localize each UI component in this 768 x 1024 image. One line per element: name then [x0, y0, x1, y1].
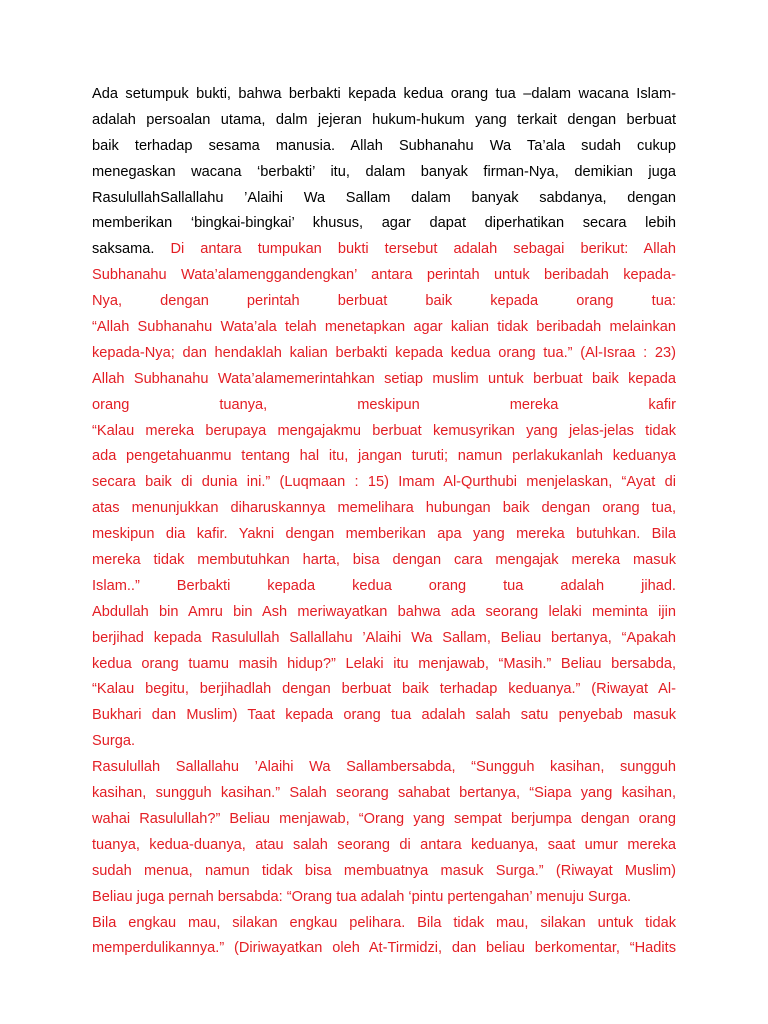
- body-text: saksama.: [92, 241, 171, 258]
- highlighted-text: kedua orang tuamu masih hidup?” Lelaki itu menjawab, “Masih.” Beliau bersabda,: [92, 655, 676, 672]
- highlighted-text: “Kalau mereka berupaya mengajakmu berbuat kemusyrikan yang jelas-jelas tidak: [92, 422, 676, 439]
- highlighted-text: berjihad kepada Rasulullah Sallallahu ’Alaihi Wa Sallam, Beliau bertanya, “Apakah: [92, 629, 676, 646]
- text-line: [92, 703, 676, 729]
- highlighted-text: mereka tidak membutuhkan harta, bisa dengan cara mengajak mereka masuk: [92, 552, 676, 569]
- text-line: [92, 755, 676, 781]
- body-text: RasulullahSallallahu ’Alaihi Wa Sallam dalam banyak sabdanya, dengan: [92, 189, 676, 206]
- text-line: [92, 367, 676, 393]
- text-line: [92, 134, 676, 160]
- text-line: [92, 186, 676, 212]
- text-line: [92, 626, 676, 652]
- body-text: memberikan ‘bingkai-bingkai’ khusus, agar dapat diperhatikan secara lebih: [92, 215, 676, 232]
- text-line: [92, 160, 676, 186]
- document-body: [92, 82, 676, 962]
- text-line: [92, 419, 676, 445]
- highlighted-text: Beliau juga pernah bersabda: “Orang tua adalah ‘pintu pertengahan’ menuju Surga.: [92, 888, 631, 905]
- highlighted-text: Abdullah bin Amru bin Ash meriwayatkan bahwa ada seorang lelaki meminta ijin: [92, 603, 676, 620]
- highlighted-text: kasihan, sungguh kasihan.” Salah seorang sahabat bertanya, “Siapa yang kasihan,: [92, 785, 676, 802]
- highlighted-text: meskipun dia kafir. Yakni dengan memberikan apa yang mereka butuhkan. Bila: [92, 526, 676, 543]
- text-line: [92, 470, 676, 496]
- text-line: [92, 393, 676, 419]
- highlighted-text: sudah menua, namun tidak bisa membuatnya masuk Surga.” (Riwayat Muslim): [92, 862, 676, 879]
- highlighted-text: tuanya, kedua-duanya, atau salah seorang di antara keduanya, saat umur mereka: [92, 836, 676, 853]
- highlighted-text: Subhanahu Wata’alamenggandengkan’ antara perintah untuk beribadah kepada-: [92, 267, 676, 284]
- text-line: [92, 496, 676, 522]
- text-line: [92, 548, 676, 574]
- text-line: [92, 885, 676, 911]
- text-line: [92, 522, 676, 548]
- text-line: [92, 341, 676, 367]
- highlighted-text: “Kalau begitu, berjihadlah dengan berbuat baik terhadap keduanya.” (Riwayat Al-: [92, 681, 676, 698]
- text-line: [92, 833, 676, 859]
- text-line: [92, 859, 676, 885]
- highlighted-text: memperdulikannya.” (Diriwayatkan oleh At-Tirmidzi, dan beliau berkomentar, “Hadits: [92, 940, 676, 957]
- text-line: [92, 677, 676, 703]
- document-page: [92, 82, 676, 962]
- body-text: adalah persoalan utama, dalm jejeran hukum-hukum yang terkait dengan berbuat: [92, 111, 676, 128]
- highlighted-text: Bila engkau mau, silakan engkau pelihara. Bila tidak mau, silakan untuk tidak: [92, 914, 676, 931]
- text-line: [92, 289, 676, 315]
- text-line: [92, 807, 676, 833]
- text-line: [92, 574, 676, 600]
- highlighted-text: Bukhari dan Muslim) Taat kepada orang tua adalah salah satu penyebab masuk: [92, 707, 676, 724]
- text-line: [92, 652, 676, 678]
- text-line: [92, 936, 676, 962]
- highlighted-text: “Allah Subhanahu Wata’ala telah menetapkan agar kalian tidak beribadah melainkan: [92, 319, 676, 336]
- highlighted-text: Nya, dengan perintah berbuat baik kepada orang tua:: [92, 293, 676, 310]
- text-line: [92, 211, 676, 237]
- highlighted-text: atas menunjukkan diharuskannya memelihara hubungan baik dengan orang tua,: [92, 500, 676, 517]
- text-line: [92, 82, 676, 108]
- text-line: [92, 108, 676, 134]
- text-line: [92, 600, 676, 626]
- text-line: [92, 781, 676, 807]
- text-line: [92, 315, 676, 341]
- highlighted-text: Islam..” Berbakti kepada kedua orang tua adalah jihad.: [92, 577, 676, 594]
- highlighted-text: secara baik di dunia ini.” (Luqmaan : 15) Imam Al-Qurthubi menjelaskan, “Ayat di: [92, 474, 676, 491]
- highlighted-text: Rasulullah Sallallahu ’Alaihi Wa Sallambersabda, “Sungguh kasihan, sungguh: [92, 759, 676, 776]
- text-line: [92, 263, 676, 289]
- text-line: [92, 729, 676, 755]
- highlighted-text: Allah Subhanahu Wata’alamemerintahkan setiap muslim untuk berbuat baik kepada: [92, 370, 676, 387]
- highlighted-text: Di antara tumpukan bukti tersebut adalah sebagai berikut: Allah: [170, 241, 676, 258]
- highlighted-text: Surga.: [92, 733, 135, 750]
- highlighted-text: orang tuanya, meskipun mereka kafir: [92, 396, 676, 413]
- body-text: Ada setumpuk bukti, bahwa berbakti kepada kedua orang tua –dalam wacana Islam-: [92, 86, 676, 102]
- highlighted-text: kepada-Nya; dan hendaklah kalian berbakti kepada kedua orang tua.” (Al-Israa : 23): [92, 344, 676, 361]
- text-line: [92, 911, 676, 937]
- highlighted-text: ada pengetahuanmu tentang hal itu, jangan turuti; namun perlakukanlah keduanya: [92, 448, 676, 465]
- body-text: baik terhadap sesama manusia. Allah Subhanahu Wa Ta’ala sudah cukup: [92, 137, 676, 154]
- text-line: [92, 444, 676, 470]
- highlighted-text: wahai Rasulullah?” Beliau menjawab, “Orang yang sempat berjumpa dengan orang: [92, 810, 676, 827]
- body-text: menegaskan wacana ‘berbakti’ itu, dalam banyak firman-Nya, demikian juga: [92, 163, 676, 180]
- text-line: [92, 237, 676, 263]
